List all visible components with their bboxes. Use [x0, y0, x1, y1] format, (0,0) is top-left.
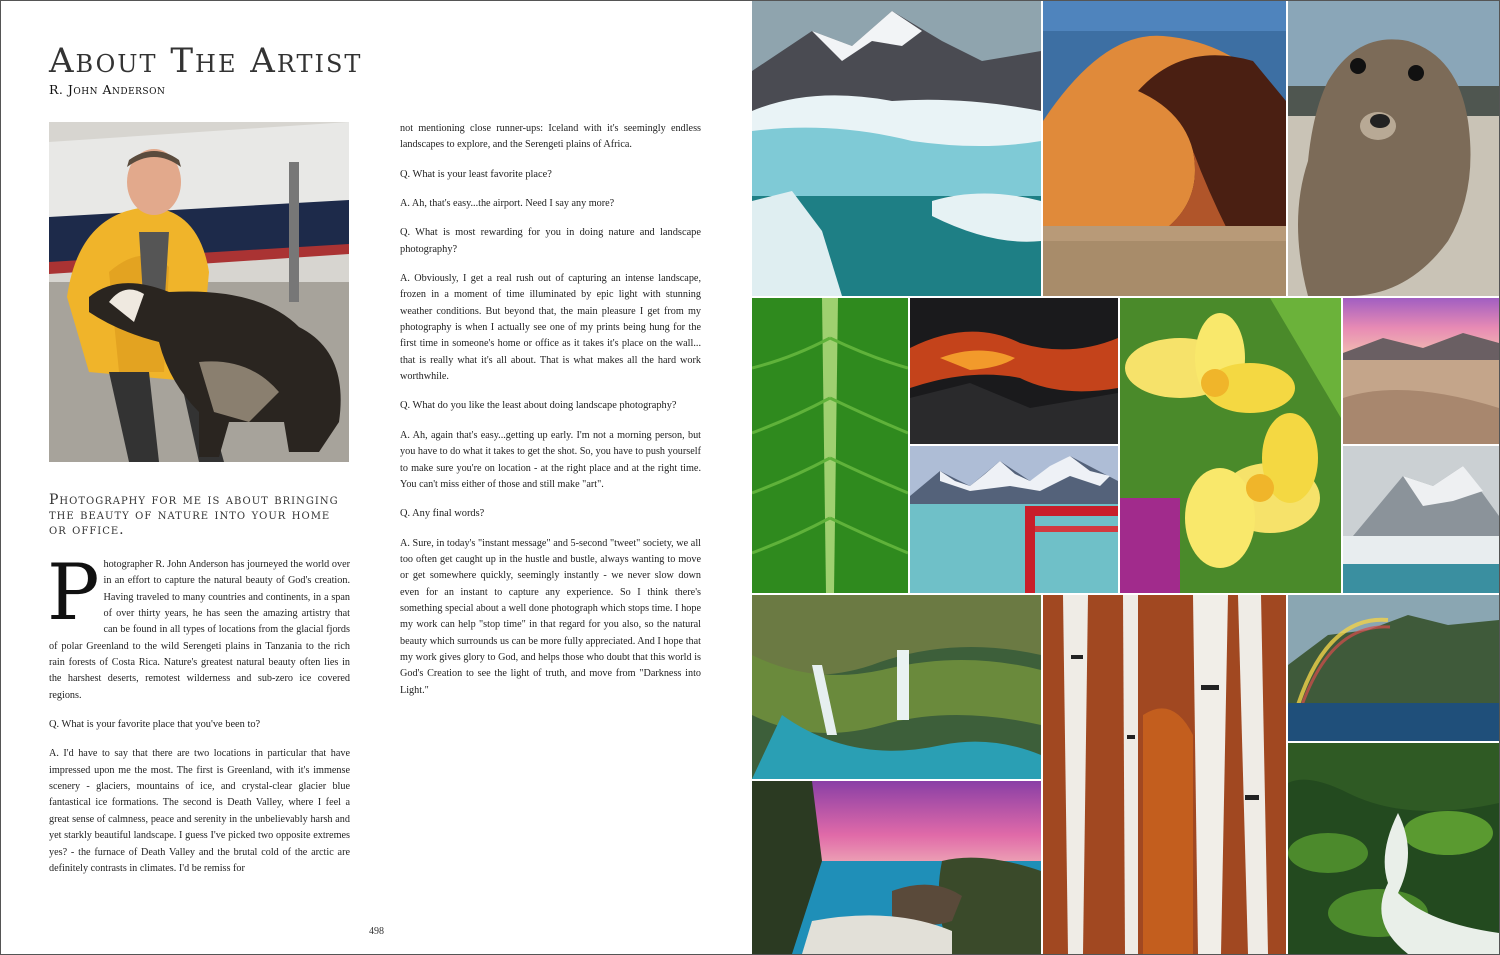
- question-2: Q. What is your least favorite place?: [400, 168, 552, 180]
- fur-seal-photo: [1288, 1, 1499, 296]
- glacier-photo: [752, 1, 1041, 296]
- rainbow-coast-photo: [1288, 595, 1499, 741]
- section-subhead: Photography for me is about bringing the beauty of nature into your home or office.: [49, 492, 339, 538]
- text-column-right: [400, 121, 701, 712]
- page-title: About The Artist: [49, 41, 363, 81]
- author-byline: R. John Anderson: [49, 82, 166, 97]
- sand-dune-photo: [1043, 1, 1286, 296]
- answer-1: A. I'd have to say that there are two locations in particular that have impressed upon me the most. The first is Greenland, with it's immense scenery - glaciers, mountains of ice, and crystal-clear glacier blue fantastical ice formations. The second is Death Valley, where I feel a great sense of calmness, peace and serenity in the unbelievably harsh and yet starkly beautiful landscape. I guess I've picked two opposite extremes yes? - the furnace of Death Valley and the brutal cold of the arctic are definitely contrasts in climates. I'd be remiss for: [49, 748, 350, 874]
- drop-cap: P: [47, 548, 100, 638]
- photo-collage-page: [752, 1, 1499, 954]
- question-4: Q. What do you like the least about doing landscape photography?: [400, 400, 677, 412]
- intro-paragraph: [47, 548, 350, 704]
- question-3: Q. What is most rewarding for you in doing nature and landscape photography?: [400, 227, 701, 255]
- text-column-left: [47, 548, 350, 890]
- answer-1-continued: not mentioning close runner-ups: Iceland with it's seemingly endless landscapes to explore, and the Serengeti plains of Africa.: [400, 123, 701, 151]
- artist-portrait-photo: [49, 122, 349, 462]
- page-number: 498: [369, 926, 384, 937]
- lava-photo: [910, 298, 1118, 444]
- intro-text: hotographer R. John Anderson has journeyed the world over in an effort to capture the natural beauty of God's creation. Having traveled to many countries and continents, in a span of over thirty years, he has seen the amazing artistry that can be found in all types of locations from the glacial fjords of polar Greenland to the wild Serengeti plains in Tanzania to the rich rain forests of Costa Rica. Nature's greatest natural beauty often lies in the harshest deserts, remotest wilderness and sub-zero ice covered regions.: [49, 559, 350, 701]
- desert-sunset-photo: [1343, 298, 1499, 444]
- answer-5: A. Sure, in today's "instant message" and 5-second "tweet" society, we all too often get caught up in the hustle and bustle, always wanting to move or get somewhere quickly, seemingly instantly - we never slow down even for an instant to capture any experience. So I think there's something special about a well done photograph which stops time. I hope my work can help "stop time" in that regard for you also, so the natural beauty which surrounds us can be more fully appreciated. And I hope that my work gives glory to God, and helps those who doubt that this world is God's Creation to see the light of truth, and move from "Darkness into Light.": [400, 537, 701, 696]
- answer-2: A. Ah, that's easy...the airport. Need I say any more?: [400, 198, 615, 210]
- artist-portrait-image: [49, 122, 349, 462]
- red-pier-lake-photo: [910, 446, 1118, 593]
- birch-forest-photo: [1043, 595, 1286, 954]
- waterfall-cliff-photo: [752, 595, 1041, 779]
- answer-4: A. Ah, again that's easy...getting up early. I'm not a morning person, but you have to do what it takes to get the shot. So, you have to push yourself to make sure you're on location - at the right place and at the right time. You can't miss either of those and still make "art".: [400, 429, 701, 490]
- snowy-peak-photo: [1343, 446, 1499, 593]
- mossy-stream-photo: [1288, 743, 1499, 954]
- question-5: Q. Any final words?: [400, 508, 485, 520]
- coastal-waterfall-sunset-photo: [752, 781, 1041, 954]
- question-1: Q. What is your favorite place that you've been to?: [49, 719, 261, 731]
- plumeria-flower-photo: [1120, 298, 1341, 593]
- answer-3: A. Obviously, I get a real rush out of capturing an intense landscape, frozen in a moment of time illuminated by epic light with stunning weather conditions. But beyond that, the main pleasure I get from my photography is when I actually see one of my prints being hung for the first time in someone's home or office as it takes it's place on the wall... that is really what it's all about. That is what makes all the hard work worthwhile.: [400, 273, 701, 383]
- green-leaf-photo: [752, 298, 908, 593]
- left-page: [1, 1, 752, 954]
